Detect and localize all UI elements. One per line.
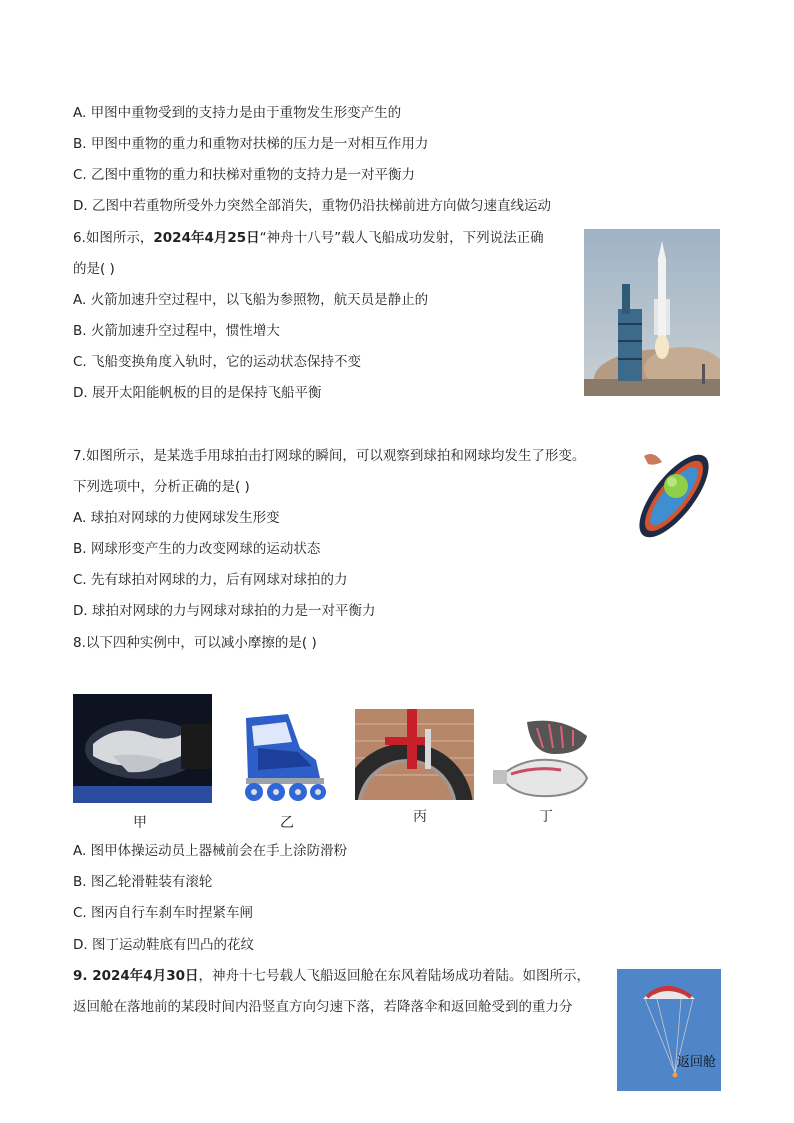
q6-option-b: B. 火箭加速升空过程中，惯性增大	[73, 323, 280, 339]
parachute-capsule-image	[617, 969, 721, 1091]
q6-stem-line2: 的是( )	[73, 261, 115, 277]
caption-ding: 丁	[539, 809, 553, 825]
q5-option-c: C. 乙图中重物的重力和扶梯对重物的支持力是一对平衡力	[73, 167, 416, 183]
rocket-launch-image	[584, 229, 720, 396]
q5-option-d: D. 乙图中若重物所受外力突然全部消失，重物仍沿扶梯前进方向做匀速直线运动	[73, 198, 551, 214]
q9-date: 2024年4月30日	[92, 968, 199, 984]
q8-option-d: D. 图丁运动鞋底有凹凸的花纹	[73, 937, 254, 953]
bicycle-brake-image	[355, 709, 474, 800]
q9-number: 9.	[73, 968, 93, 984]
q5-option-a: A. 甲图中重物受到的支持力是由于重物发生形变产生的	[73, 105, 402, 121]
q6-option-c: C. 飞船变换角度入轨时，它的运动状态保持不变	[73, 354, 362, 370]
sports-shoe-sole-image	[491, 714, 591, 802]
q5-option-b: B. 甲图中重物的重力和重物对扶梯的压力是一对相互作用力	[73, 136, 429, 152]
gymnast-chalk-image	[73, 694, 212, 803]
q9-stem-line1	[73, 967, 590, 985]
q6-date: 2024年4月25日	[153, 230, 260, 246]
capsule-label: 返回舱	[677, 1055, 717, 1070]
q7-stem-line2: 下列选项中，分析正确的是( )	[73, 479, 250, 495]
roller-skate-image	[228, 708, 333, 805]
q8-option-c: C. 图丙自行车刹车时捏紧车闸	[73, 905, 254, 921]
tennis-racket-image	[624, 444, 724, 548]
caption-yi: 乙	[280, 815, 294, 831]
q9-stem-line2: 返回舱在落地前的某段时间内沿竖直方向匀速下落，若降落伞和返回舱受到的重力分	[73, 999, 573, 1015]
caption-jia: 甲	[133, 815, 147, 831]
q6-stem-a: 如图所示，	[85, 230, 154, 246]
q6-stem-line1	[73, 229, 544, 247]
q7-stem-line1: 7.如图所示，是某选手用球拍击打网球的瞬间，可以观察到球拍和网球均发生了形变。	[73, 448, 586, 464]
q6-option-d: D. 展开太阳能帆板的目的是保持飞船平衡	[73, 385, 322, 401]
q7-option-d: D. 球拍对网球的力与网球对球拍的力是一对平衡力	[73, 603, 376, 619]
q8-option-b: B. 图乙轮滑鞋装有滚轮	[73, 874, 213, 890]
q7-option-c: C. 先有球拍对网球的力，后有网球对球拍的力	[73, 572, 348, 588]
caption-bing: 丙	[413, 809, 427, 825]
q8-option-a: A. 图甲体操运动员上器械前会在手上涂防滑粉	[73, 843, 348, 859]
q7-option-a: A. 球拍对网球的力使网球发生形变	[73, 510, 280, 526]
q7-option-b: B. 网球形变产生的力改变网球的运动状态	[73, 541, 321, 557]
q8-stem: 8.以下四种实例中，可以减小摩擦的是( )	[73, 635, 317, 651]
q6-stem-b: “神舟十八号”载人飞船成功发射，下列说法正确	[259, 230, 544, 246]
q6-number: 6.	[73, 230, 86, 246]
q9-stem-b: ，神舟十七号载人飞船返回舱在东风着陆场成功着陆。如图所示，	[198, 968, 590, 984]
q6-option-a: A. 火箭加速升空过程中，以飞船为参照物，航天员是静止的	[73, 292, 429, 308]
